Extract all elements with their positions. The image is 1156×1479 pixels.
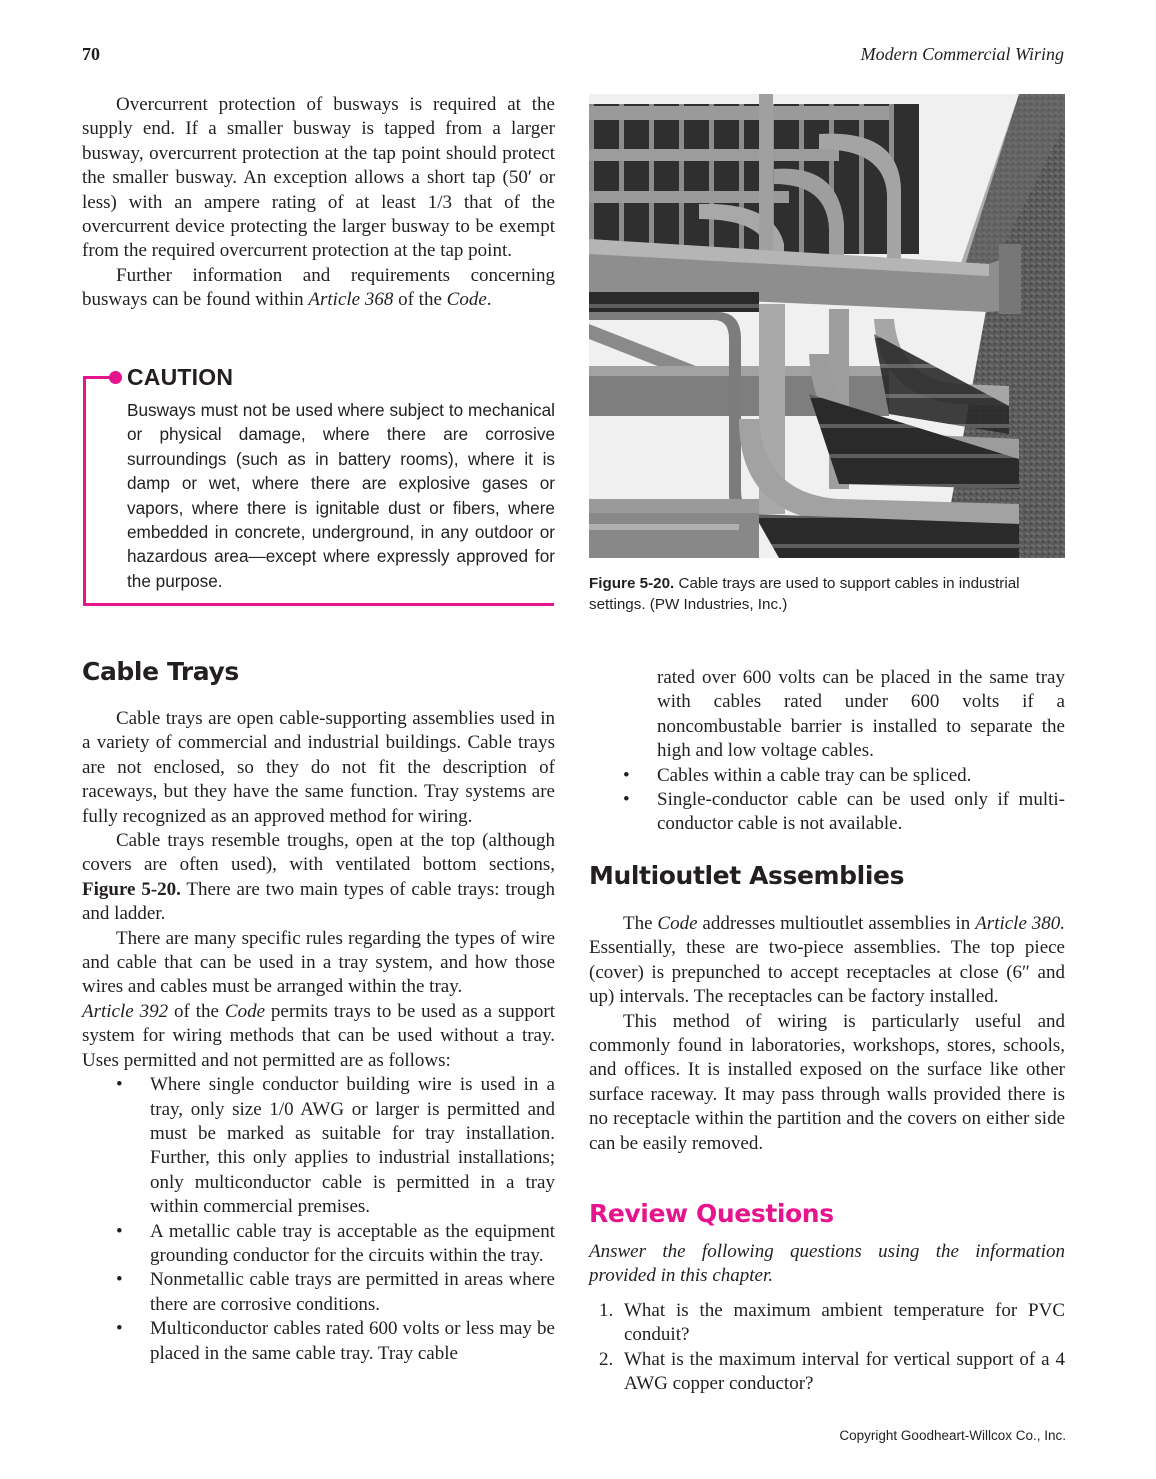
- multioutlet-paragraph-1: [589, 912, 1065, 1010]
- review-section: [589, 1240, 1065, 1396]
- figure-5-20-photo: [589, 94, 1065, 558]
- question-item: [589, 1348, 1065, 1397]
- list-item-text: Single-conductor cable can be used only if multiconductor cable is not available.: [657, 789, 1065, 835]
- uses-list: [82, 1073, 555, 1366]
- question-number: 1.: [599, 1299, 614, 1321]
- cable-trays-list-continued: [589, 666, 1065, 837]
- figure-caption: [589, 573, 1069, 615]
- bullet-icon: •: [116, 1269, 123, 1291]
- caution-title: CAUTION: [127, 364, 234, 390]
- bullet-icon: •: [116, 1220, 123, 1242]
- copyright-notice: Copyright Goodheart-Willcox Co., Inc.: [839, 1428, 1066, 1443]
- busways-paragraph: Overcurrent protection of busways is required at the supply end. If a smaller busway is tapped from a larger busway, overcurrent protection at the tap point should protect the smaller busway. An exception allows a short tap (50′ or less) with an ampere rating of at least 1/3 that of the overcurrent device protecting the larger busway to be exempt from the required overcurrent protection at the tap point.: [82, 94, 555, 262]
- text-run: .: [486, 289, 492, 311]
- question-number: 2.: [599, 1348, 614, 1370]
- text-run: addresses multioutlet assemblies in: [697, 913, 976, 934]
- bullet-icon: •: [116, 1074, 123, 1096]
- list-item-text: Where single conductor building wire is used in a tray, only size 1/0 AWG or larger is permitted and must be marked as suitable for tray installation. Further, this only applies to industrial installations; only multiconductor cable is permitted in a tray within commercial premises.: [150, 1074, 555, 1218]
- list-item-continuation: rated over 600 volts can be placed in the same tray with cables rated under 600 volts if a noncombustable barrier is installed to separate the high and low voltage cables.: [657, 667, 1065, 762]
- text-run: There are many specific rules regarding the types of wire and cable that can be used in a tray system, and how those wires and cables must be arranged within the tray.: [82, 927, 555, 998]
- bullet-icon: •: [116, 1318, 123, 1340]
- list-item: [82, 1268, 555, 1317]
- text-run: The: [623, 913, 658, 934]
- review-questions-list: [589, 1299, 1065, 1397]
- multioutlet-section: [589, 912, 1065, 1156]
- running-head: Modern Commercial Wiring: [860, 44, 1064, 64]
- caution-body: Busways must not be used where subject to mechanical or physical damage, where there are corrosive surroundings (such as in battery rooms), where it is damp or wet, where there are explosive gases or vapors, where there is ignitable dust or fibers, where embedded in concrete, underground, in any outdoor or hazardous area—except where expressly approved for the purpose.: [127, 400, 555, 591]
- cable-trays-paragraph-2: [82, 829, 555, 927]
- text-run: of the: [393, 289, 447, 311]
- text-run: of the: [168, 1000, 225, 1022]
- page-number: 70: [82, 44, 100, 64]
- busways-further-paragraph: [82, 264, 555, 313]
- code-reference: Code: [224, 1000, 265, 1022]
- uses-list-continued: [589, 764, 1065, 837]
- cable-trays-paragraph-3: [82, 927, 555, 1073]
- bullet-icon: •: [623, 764, 630, 786]
- code-reference: Code: [657, 913, 698, 934]
- cable-tray-photo-image: [589, 94, 1065, 558]
- cable-trays-paragraph-1: Cable trays are open cable-supporting assemblies used in a variety of commercial and industrial buildings. Cable trays are not enclosed, so they do not fit the description of raceways, but they have the same function. Tray systems are fully recognized as an approved method for wiring.: [82, 708, 555, 827]
- question-text: What is the maximum ambient temperature for PVC conduit?: [624, 1299, 1065, 1346]
- list-item: [82, 1220, 555, 1269]
- list-item-text: A metallic cable tray is acceptable as the equipment grounding conductor for the circuits within the tray.: [150, 1220, 555, 1266]
- figure-reference: Figure 5-20.: [82, 878, 181, 900]
- text-run: There are two main types of cable trays: trough and ladder.: [82, 878, 555, 925]
- text-run: Further information and requirements concerning busways can be found within: [82, 264, 555, 311]
- text-run: Essentially, these are two-piece assemblies. The top piece (cover) is prepunched to accept receptacles at close (6″ and up) intervals. The receptacles can be factory installed.: [589, 937, 1065, 1008]
- multioutlet-paragraph-2: This method of wiring is particularly useful and commonly found in laboratories, workshops, stores, schools, and offices. It is installed exposed on the surface like other surface raceway. It may pass through walls provided there is no receptacle within the partition and the covers on either side can be easily removed.: [589, 1010, 1065, 1154]
- code-reference: Code: [446, 289, 487, 311]
- list-item-text: Nonmetallic cable trays are permitted in areas where there are corrosive conditions.: [150, 1269, 555, 1315]
- review-instructions: Answer the following questions using the information provided in this chapter.: [589, 1241, 1065, 1287]
- caution-bullet-icon: [109, 371, 122, 384]
- cable-trays-section: [82, 707, 555, 1366]
- list-item-text: Multiconductor cables rated 600 volts or less may be placed in the same cable tray. Tray cable: [150, 1318, 555, 1364]
- list-item: [82, 1317, 555, 1366]
- question-item: [589, 1299, 1065, 1348]
- article-reference: Article 392: [82, 1000, 169, 1022]
- list-item: [82, 1073, 555, 1219]
- heading-cable-trays: Cable Trays: [82, 657, 239, 686]
- bullet-icon: •: [623, 789, 630, 811]
- list-item: [589, 764, 1065, 788]
- list-item: [589, 788, 1065, 837]
- article-reference: Article 368: [308, 289, 394, 311]
- figure-caption-text: Cable trays are used to support cables in industrial settings. (PW Industries, Inc.): [589, 575, 1020, 613]
- question-text: What is the maximum interval for vertical support of a 4 AWG copper conductor?: [624, 1348, 1065, 1395]
- caution-border-bottom: [83, 603, 554, 606]
- caution-box: [83, 366, 554, 606]
- heading-review-questions: Review Questions: [589, 1199, 834, 1228]
- busways-section: [82, 93, 555, 313]
- text-run: permits trays to be used as a support system for wiring methods that can be used without a tray. Uses permitted and not permitted are as follows:: [82, 1000, 555, 1071]
- figure-label: Figure 5-20.: [589, 575, 675, 592]
- list-item-text: Cables within a cable tray can be spliced.: [657, 764, 972, 786]
- article-reference: Article 380.: [975, 913, 1066, 934]
- heading-multioutlet-assemblies: Multioutlet Assemblies: [589, 861, 905, 890]
- caution-border-left: [83, 377, 86, 606]
- text-run: Cable trays resemble troughs, open at the top (although covers are often used), with ventilated bottom sections,: [82, 830, 555, 876]
